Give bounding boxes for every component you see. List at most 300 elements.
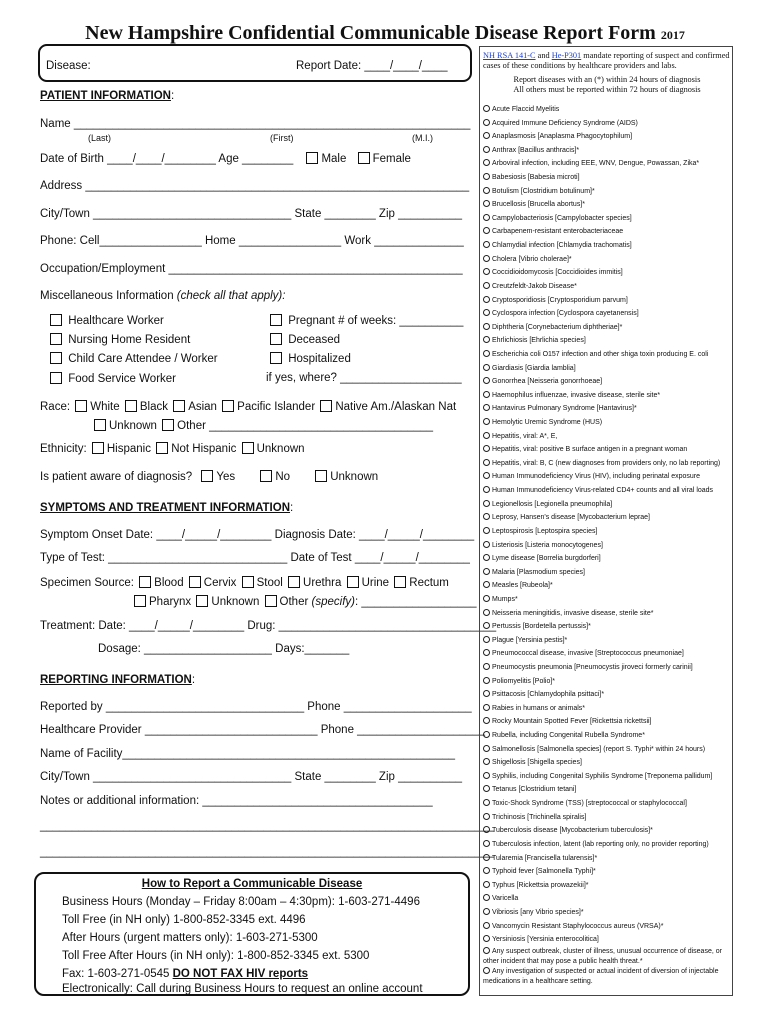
disease-item[interactable] — [483, 906, 733, 920]
disease-label: Anaplasmosis [Anaplasma Phagocytophilum] — [492, 133, 633, 141]
pregnant-label[interactable]: Pregnant # of weeks: __________ — [288, 315, 464, 327]
child-care-label: Child Care Attendee / Worker — [68, 353, 218, 365]
aware-label: Is patient aware of diagnosis? — [40, 471, 193, 483]
radio-circle-icon[interactable] — [483, 364, 490, 371]
disease-item[interactable] — [483, 675, 733, 689]
sp-blood-label: Blood — [154, 577, 184, 589]
hospital-where-field[interactable]: if yes, where? ___________________ — [266, 372, 462, 384]
disease-item[interactable] — [483, 362, 733, 376]
disease-label: Pertussis [Bordetella pertussis]* — [492, 623, 591, 631]
radio-circle-icon[interactable] — [483, 445, 490, 452]
radio-circle-icon[interactable] — [483, 146, 490, 153]
misc-italic: (check all that apply): — [176, 290, 286, 302]
radio-circle-icon[interactable] — [483, 214, 490, 221]
sub-last: (Last) — [88, 133, 112, 143]
rsa-link[interactable]: NH RSA 141-C — [483, 51, 536, 60]
radio-circle-icon[interactable] — [483, 459, 490, 466]
disease-label: Vancomycin Resistant Staphylococcus aureus (VRSA)* — [492, 922, 664, 930]
race-unknown-label: Unknown — [109, 420, 157, 432]
radio-circle-icon[interactable] — [483, 241, 490, 248]
disease-label: Listeriosis [Listeria monocytogenes] — [492, 541, 603, 549]
radio-circle-icon[interactable] — [483, 500, 490, 507]
sp-stool-label: Stool — [256, 577, 283, 589]
aware-yes-label: Yes — [216, 471, 236, 483]
race-native-checkbox[interactable] — [320, 400, 332, 412]
radio-circle-icon[interactable] — [483, 758, 490, 765]
disease-label: Cyclospora infection [Cyclospora cayetanensis] — [492, 310, 639, 318]
child-care-checkbox[interactable] — [50, 352, 62, 364]
race-row — [40, 400, 456, 413]
radio-circle-icon[interactable] — [483, 350, 490, 357]
disease-item[interactable] — [483, 783, 733, 797]
disease-label: Giardiasis [Giardia lamblia] — [492, 364, 576, 372]
radio-circle-icon[interactable] — [483, 854, 490, 861]
disease-label: Carbapenem-resistant enterobacteriaceae — [492, 228, 624, 236]
disease-item[interactable] — [483, 852, 733, 866]
radio-circle-icon[interactable] — [483, 609, 490, 616]
disease-item[interactable] — [483, 634, 733, 648]
report-date-field[interactable]: Report Date: ____/____/____ — [296, 60, 448, 72]
form-title — [0, 22, 770, 45]
radio-circle-icon[interactable] — [483, 867, 490, 874]
disease-label: Escherichia coli O157 infection and other shiga toxin producing E. coli — [492, 350, 709, 358]
disease-label: Typhoid fever [Salmonella Typhi]* — [492, 868, 596, 876]
fax-line — [62, 968, 308, 980]
radio-circle-icon[interactable] — [483, 418, 490, 425]
radio-circle-icon[interactable] — [483, 922, 490, 929]
race-asian-checkbox[interactable] — [173, 400, 185, 412]
race-pacific-label: Pacific Islander — [237, 401, 316, 413]
race-row-2 — [92, 419, 433, 432]
sp-other-checkbox[interactable] — [265, 595, 277, 607]
reportable-diseases-panel — [479, 46, 733, 996]
eth-unknown-label: Unknown — [256, 443, 305, 455]
radio-circle-icon[interactable] — [483, 894, 490, 901]
disease-item[interactable] — [483, 511, 733, 525]
misc-nursing — [48, 333, 190, 346]
disease-label: Measles [Rubeola]* — [492, 582, 553, 590]
disease-item[interactable] — [483, 933, 733, 947]
disease-item[interactable] — [483, 280, 733, 294]
race-white-label: White — [90, 401, 120, 413]
radio-circle-icon[interactable] — [483, 173, 490, 180]
sp-blood-checkbox[interactable] — [139, 576, 151, 588]
disease-label: Toxic-Shock Syndrome (TSS) [streptococcal or staphylococcal] — [492, 800, 687, 808]
ethnicity-row — [40, 442, 305, 455]
disease-label: Gonorrhea [Neisseria gonorrhoeae] — [492, 378, 603, 386]
disease-item[interactable] — [483, 811, 733, 825]
deceased-checkbox[interactable] — [270, 333, 282, 345]
disease-item[interactable] — [483, 579, 733, 593]
sp-cervix-label: Cervix — [203, 577, 237, 589]
provider-field[interactable]: Healthcare Provider ___________________________ Phone ____________________ — [40, 724, 486, 736]
disease-item[interactable] — [483, 185, 733, 199]
disease-label: Ehrlichiosis [Ehrlichia species] — [492, 337, 586, 345]
radio-circle-icon[interactable] — [483, 268, 490, 275]
sub-first: (First) — [270, 133, 294, 143]
hospitalized-label: Hospitalized — [288, 353, 351, 365]
fax-warning: DO NOT FAX HIV reports — [172, 968, 309, 980]
race-other-checkbox[interactable] — [162, 419, 174, 431]
disease-item[interactable] — [483, 729, 733, 743]
disease-label: Cryptosporidiosis [Cryptosporidium parvum] — [492, 296, 628, 304]
name-field[interactable]: Name ______________________________________________________________ — [40, 118, 471, 130]
radio-circle-icon[interactable] — [483, 663, 490, 670]
disease-item-long[interactable] — [483, 947, 733, 967]
occupation-field[interactable]: Occupation/Employment ______________________________________________ — [40, 263, 463, 275]
sp-stool-checkbox[interactable] — [242, 576, 254, 588]
race-native-label: Native Am./Alaskan Nat — [335, 401, 457, 413]
disease-label: Botulism [Clostridium botulinum]* — [492, 187, 595, 195]
disease-item[interactable] — [483, 484, 733, 498]
radio-circle-icon[interactable] — [483, 731, 490, 738]
disease-label: Any investigation of suspected or actual incident of diversion of injectable medications in a healthcare setting. — [483, 967, 719, 985]
misc-text: Miscellaneous Information — [40, 290, 177, 302]
disease-label: Creutzfeldt-Jakob Disease* — [492, 282, 577, 290]
radio-circle-icon[interactable] — [483, 159, 490, 166]
disease-label: Brucellosis [Brucella abortus]* — [492, 201, 585, 209]
disease-item[interactable] — [483, 144, 733, 158]
disease-item[interactable] — [483, 525, 733, 539]
misc-label — [40, 290, 285, 302]
disease-item[interactable] — [483, 430, 733, 444]
sp-pharynx-checkbox[interactable] — [134, 595, 146, 607]
sp-pharynx-label: Pharynx — [149, 596, 192, 608]
radio-circle-icon[interactable] — [483, 649, 490, 656]
disease-label: Chlamydial infection [Chlamydia trachomatis] — [492, 242, 632, 250]
disease-item[interactable] — [483, 743, 733, 757]
disease-label: Coccidioidomycosis [Coccidioides immitis] — [492, 269, 623, 277]
disease-item[interactable] — [483, 920, 733, 934]
disease-item[interactable] — [483, 838, 733, 852]
disease-item[interactable] — [483, 593, 733, 607]
aware-unknown-checkbox[interactable] — [315, 470, 327, 482]
notes-line-2[interactable]: _______________________________________________________________________ — [40, 820, 495, 832]
ethnicity-label: Ethnicity: — [40, 443, 87, 455]
food-service-checkbox[interactable] — [50, 372, 62, 384]
disease-label: Diphtheria [Corynebacterium diphtheriae]* — [492, 323, 623, 331]
after-hours-line: After Hours (urgent matters only): 1-603-271-5300 — [62, 932, 318, 944]
disease-item[interactable] — [483, 294, 733, 308]
disease-label: Hantavirus Pulmonary Syndrome [Hantavirus]* — [492, 405, 637, 413]
disease-label: Hepatitis, viral: A*, E, — [492, 432, 558, 440]
disease-label: Pneumocystis pneumonia [Pneumocystis jiroveci formerly carinii] — [492, 663, 693, 671]
toll-free-line: Toll Free (in NH only) 1-800-852-3345 ext. 4496 — [62, 914, 306, 926]
toll-free-after-hours-line: Toll Free After Hours (in NH only): 1-800-852-3345 ext. 5300 — [62, 950, 370, 962]
patient-heading-colon: : — [170, 90, 175, 102]
radio-circle-icon[interactable] — [483, 745, 490, 752]
race-other-field[interactable]: Other ___________________________________ — [177, 420, 433, 432]
timing-24h: Report diseases with an (*) within 24 hours of diagnosis — [513, 75, 701, 84]
disease-item[interactable] — [483, 443, 733, 457]
how-to-report-box — [34, 872, 470, 996]
radio-circle-icon[interactable] — [483, 486, 490, 493]
disease-label: Rabies in humans or animals* — [492, 704, 585, 712]
radio-circle-icon[interactable] — [483, 799, 490, 806]
how-to-report-title: How to Report a Communicable Disease — [141, 878, 363, 890]
disease-label: Rocky Mountain Spotted Fever [Rickettsia rickettsii] — [492, 718, 652, 726]
disease-item[interactable] — [483, 157, 733, 171]
sp-rectum-checkbox[interactable] — [394, 576, 406, 588]
sp-cervix-checkbox[interactable] — [189, 576, 201, 588]
radio-circle-icon[interactable] — [483, 377, 490, 384]
disease-item[interactable] — [483, 117, 733, 131]
disease-label: Rubella, including Congenital Rubella Syndrome* — [492, 732, 645, 740]
radio-circle-icon[interactable] — [483, 527, 490, 534]
disease-label: Malaria [Plasmodium species] — [492, 568, 585, 576]
address-field[interactable]: Address ____________________________________________________________ — [40, 180, 470, 192]
disease-item[interactable] — [483, 892, 733, 906]
disease-item[interactable] — [483, 321, 733, 335]
male-checkbox[interactable] — [306, 152, 318, 164]
disease-label: Mumps* — [492, 595, 518, 603]
radio-circle-icon[interactable] — [483, 677, 490, 684]
radio-circle-icon[interactable] — [483, 908, 490, 915]
aware-no-checkbox[interactable] — [260, 470, 272, 482]
race-label: Race: — [40, 401, 71, 413]
fax-number: Fax: 1-603-271-0545 — [62, 968, 173, 980]
female-checkbox[interactable] — [358, 152, 370, 164]
radio-circle-icon[interactable] — [483, 119, 490, 126]
disease-item[interactable] — [483, 879, 733, 893]
disease-item[interactable] — [483, 198, 733, 212]
radio-circle-icon[interactable] — [483, 772, 490, 779]
disease-item[interactable] — [483, 334, 733, 348]
radio-circle-icon[interactable] — [483, 554, 490, 561]
eth-not-hispanic-checkbox[interactable] — [156, 442, 168, 454]
reporting-city-field[interactable]: City/Town _______________________________ State ________ Zip __________ — [40, 771, 463, 783]
radio-circle-icon[interactable] — [483, 595, 490, 602]
disease-item[interactable] — [483, 416, 733, 430]
misc-deceased — [268, 333, 340, 346]
radio-circle-icon[interactable] — [483, 309, 490, 316]
business-hours-line: Business Hours (Monday – Friday 8:00am – 4:30pm): 1-603-271-4496 — [62, 896, 420, 908]
radio-circle-icon[interactable] — [483, 187, 490, 194]
disease-label: Human Immunodeficiency Virus (HIV), including perinatal exposure — [492, 473, 701, 481]
disease-label: Lyme disease [Borrelia burgdorferi] — [492, 555, 601, 563]
disease-item[interactable] — [483, 171, 733, 185]
radio-circle-icon[interactable] — [483, 391, 490, 398]
disease-item[interactable] — [483, 307, 733, 321]
disease-item[interactable] — [483, 566, 733, 580]
radio-circle-icon[interactable] — [483, 432, 490, 439]
disease-label: Leprosy, Hansen's disease [Mycobacterium leprae] — [492, 514, 651, 522]
reported-by-field[interactable]: Reported by _______________________________ Phone ____________________ — [40, 701, 472, 713]
radio-circle-icon[interactable] — [483, 704, 490, 711]
radio-circle-icon[interactable] — [483, 336, 490, 343]
disease-item[interactable] — [483, 266, 733, 280]
disease-checklist — [483, 103, 733, 987]
disease-label: Tuberculosis infection, latent (lab reporting only, no provider reporting) — [492, 840, 709, 848]
disease-label: Campylobacteriosis [Campylobacter species] — [492, 214, 632, 222]
symptoms-heading: SYMPTOMS AND TREATMENT INFORMATION — [40, 502, 291, 514]
disease-label: Anthrax [Bacillus anthracis]* — [492, 146, 580, 154]
reporting-heading-colon: : — [191, 674, 196, 686]
sp-urine-checkbox[interactable] — [347, 576, 359, 588]
disease-item[interactable] — [483, 620, 733, 634]
race-white-checkbox[interactable] — [75, 400, 87, 412]
radio-circle-icon[interactable] — [483, 541, 490, 548]
disease-item[interactable] — [483, 457, 733, 471]
radio-circle-icon[interactable] — [483, 581, 490, 588]
disease-label: Salmonellosis [Salmonella species] (report S. Typhi* within 24 hours) — [492, 745, 706, 753]
disease-item[interactable] — [483, 797, 733, 811]
specimen-row — [40, 576, 449, 589]
radio-circle-icon[interactable] — [483, 690, 490, 697]
dob-row — [40, 152, 411, 165]
race-pacific-checkbox[interactable] — [222, 400, 234, 412]
form-title-text: New Hampshire Confidential Communicable Disease Report Form — [85, 22, 656, 44]
radio-circle-icon[interactable] — [483, 636, 490, 643]
disease-item[interactable] — [483, 239, 733, 253]
disease-label: Babesiosis [Babesia microti] — [492, 174, 580, 182]
aware-unknown-label: Unknown — [330, 471, 379, 483]
radio-circle-icon[interactable] — [483, 296, 490, 303]
facility-field[interactable]: Name of Facility____________________________________________________ — [40, 748, 456, 760]
reporting-section-title — [40, 674, 195, 686]
disease-item[interactable] — [483, 824, 733, 838]
pregnant-checkbox[interactable] — [270, 314, 282, 326]
radio-circle-icon[interactable] — [483, 132, 490, 139]
treatment-field[interactable]: Treatment: Date: ____/_____/________ Drug: __________________________________ — [40, 620, 497, 632]
specimen-row-2 — [132, 595, 476, 608]
test-field[interactable]: Type of Test: ____________________________ Date of Test ____/_____/________ — [40, 552, 470, 564]
aware-yes-checkbox[interactable] — [201, 470, 213, 482]
radio-circle-icon[interactable] — [483, 255, 490, 262]
disease-item[interactable] — [483, 498, 733, 512]
disease-item[interactable] — [483, 647, 733, 661]
race-asian-label: Asian — [188, 401, 217, 413]
disease-item[interactable] — [483, 607, 733, 621]
radio-circle-icon[interactable] — [483, 826, 490, 833]
disease-item[interactable] — [483, 552, 733, 566]
timing-72h: All others must be reported within 72 hours of diagnosis — [513, 84, 701, 94]
sp-other-field[interactable]: : __________________ — [354, 596, 477, 608]
aware-no-label: No — [275, 471, 291, 483]
disease-item[interactable] — [483, 389, 733, 403]
misc-pregnant — [268, 314, 463, 327]
disease-label: Vibriosis [any Vibrio species]* — [492, 908, 584, 916]
disease-item[interactable] — [483, 225, 733, 239]
radio-circle-icon[interactable] — [483, 881, 490, 888]
dob-age-field[interactable]: Date of Birth ____/____/________ Age ________ — [40, 153, 294, 165]
disease-label: Human Immunodeficiency Virus-related CD4+ counts and all viral loads — [492, 487, 714, 495]
radio-circle-icon[interactable] — [483, 200, 490, 207]
disease-item[interactable] — [483, 375, 733, 389]
radio-circle-icon[interactable] — [483, 947, 490, 954]
eth-hispanic-checkbox[interactable] — [92, 442, 104, 454]
radio-circle-icon[interactable] — [483, 404, 490, 411]
misc-food — [48, 372, 176, 385]
disease-label: Arboviral infection, including EEE, WNV, Dengue, Powassan, Zika* — [492, 160, 700, 168]
notes-field[interactable]: Notes or additional information: ____________________________________ — [40, 795, 433, 807]
sp-urine-label: Urine — [361, 577, 390, 589]
radio-circle-icon[interactable] — [483, 813, 490, 820]
deceased-label: Deceased — [288, 334, 340, 346]
disease-field[interactable]: Disease: — [46, 60, 91, 72]
phone-field[interactable]: Phone: Cell________________ Home ________________ Work ______________ — [40, 235, 464, 247]
radio-circle-icon[interactable] — [483, 513, 490, 520]
misc-childcare — [48, 352, 218, 365]
female-label: Female — [372, 153, 411, 165]
disease-label: Hemolytic Uremic Syndrome (HUS) — [492, 419, 603, 427]
disease-label: Neisseria meningitidis, invasive disease, sterile site* — [492, 609, 654, 617]
disease-item-long[interactable] — [483, 967, 733, 987]
disease-label: Acute Flaccid Myelitis — [492, 106, 560, 113]
radio-circle-icon[interactable] — [483, 227, 490, 234]
disease-label: Cholera [Vibrio cholerae]* — [492, 255, 572, 263]
disease-item[interactable] — [483, 402, 733, 416]
radio-circle-icon[interactable] — [483, 323, 490, 330]
disease-item[interactable] — [483, 661, 733, 675]
misc-hospitalized — [268, 352, 351, 365]
eth-not-hispanic-label: Not Hispanic — [171, 443, 237, 455]
race-black-checkbox[interactable] — [125, 400, 137, 412]
disease-item[interactable] — [483, 470, 733, 484]
disease-item[interactable] — [483, 539, 733, 553]
radio-circle-icon[interactable] — [483, 840, 490, 847]
symptoms-section-title — [40, 502, 293, 514]
disease-item[interactable] — [483, 756, 733, 770]
disease-item[interactable] — [483, 865, 733, 879]
race-black-label: Black — [139, 401, 168, 413]
symptoms-heading-colon: : — [290, 502, 294, 514]
eth-unknown-checkbox[interactable] — [242, 442, 254, 454]
radio-circle-icon[interactable] — [483, 785, 490, 792]
aware-row — [40, 470, 378, 483]
disease-item[interactable] — [483, 130, 733, 144]
radio-circle-icon[interactable] — [483, 105, 490, 112]
radio-circle-icon[interactable] — [483, 472, 490, 479]
notes-line-3[interactable]: _______________________________________________________________________ — [40, 846, 495, 858]
radio-circle-icon[interactable] — [483, 935, 490, 942]
disease-item[interactable] — [483, 348, 733, 362]
disease-label: Tuberculosis disease [Mycobacterium tuberculosis]* — [492, 827, 653, 835]
sp-unknown-checkbox[interactable] — [196, 595, 208, 607]
and-text: and — [535, 51, 552, 60]
nursing-home-label: Nursing Home Resident — [68, 334, 191, 346]
dosage-field[interactable]: Dosage: ____________________ Days:_______ — [98, 643, 350, 655]
disease-label: Hepatitis, viral: positive B surface antigen in a pregnant woman — [492, 446, 688, 454]
nursing-home-checkbox[interactable] — [50, 333, 62, 345]
hep-link[interactable]: He-P301 — [551, 51, 582, 60]
disease-label: Syphilis, including Congenital Syphilis Syndrome [Treponema pallidum] — [492, 772, 713, 780]
disease-item[interactable] — [483, 253, 733, 267]
radio-circle-icon[interactable] — [483, 967, 490, 974]
sp-other-label: Other — [279, 596, 312, 608]
patient-heading: PATIENT INFORMATION — [40, 90, 171, 102]
disease-item[interactable] — [483, 103, 733, 117]
radio-circle-icon[interactable] — [483, 568, 490, 575]
healthcare-worker-label: Healthcare Worker — [68, 315, 164, 327]
disease-item[interactable] — [483, 212, 733, 226]
city-state-zip-field[interactable]: City/Town _______________________________ State ________ Zip __________ — [40, 208, 463, 220]
disease-label: Any suspect outbreak, cluster of illness, unusual occurrence of disease, or other incident that may pose a public health threat.* — [483, 947, 722, 965]
hospitalized-checkbox[interactable] — [270, 352, 282, 364]
disease-item[interactable] — [483, 688, 733, 702]
disease-item[interactable] — [483, 702, 733, 716]
radio-circle-icon[interactable] — [483, 717, 490, 724]
disease-item[interactable] — [483, 715, 733, 729]
disease-label: Trichinosis [Trichinella spiralis] — [492, 813, 587, 821]
onset-diagnosis-field[interactable]: Symptom Onset Date: ____/_____/________ Diagnosis Date: ____/_____/________ — [40, 529, 475, 541]
healthcare-worker-checkbox[interactable] — [50, 314, 62, 326]
radio-circle-icon[interactable] — [483, 282, 490, 289]
race-unknown-checkbox[interactable] — [94, 419, 106, 431]
sp-urethra-checkbox[interactable] — [288, 576, 300, 588]
radio-circle-icon[interactable] — [483, 622, 490, 629]
disease-item[interactable] — [483, 770, 733, 784]
